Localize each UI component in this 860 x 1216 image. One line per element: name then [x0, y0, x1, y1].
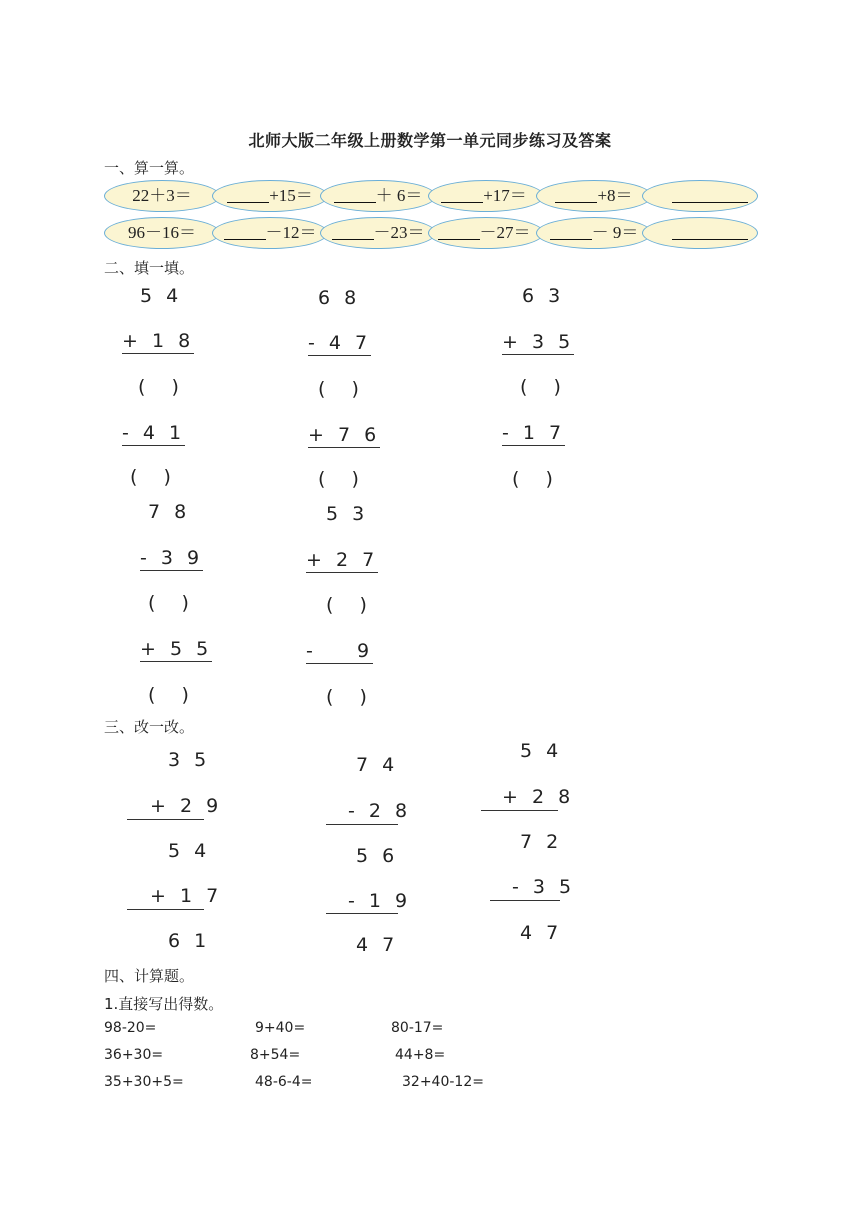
- fix-3-r1: 7 2: [520, 831, 563, 853]
- calc-item: 9+40=: [255, 1020, 306, 1036]
- fill-3-blank1[interactable]: ( ): [520, 376, 571, 398]
- fill-4-start: 7 8: [148, 501, 191, 523]
- calc-item: 8+54=: [250, 1047, 301, 1063]
- chain1-start: 22＋3＝: [132, 186, 192, 205]
- fix-3-op2: - 3 5: [512, 876, 576, 898]
- fill-1-start: 5 4: [140, 285, 183, 307]
- section4-heading: 四、计算题。: [104, 967, 195, 985]
- section4-sub1: 1.直接写出得数。: [104, 995, 224, 1013]
- fill-5-op1: + 2 7: [306, 549, 379, 571]
- chain1-step-3[interactable]: +17＝: [434, 180, 534, 212]
- fix-1-op2: + 1 7: [150, 885, 223, 907]
- calc-item: 44+8=: [395, 1047, 446, 1063]
- section3-heading: 三、改一改。: [104, 718, 195, 736]
- fix-2-a: 7 4: [356, 754, 399, 776]
- fix-3-r2: 4 7: [520, 922, 563, 944]
- fix-2-line1: [326, 824, 398, 825]
- equation-chain-1: [104, 180, 758, 214]
- fill-2-start: 6 8: [318, 287, 361, 309]
- fill-4-op2: + 5 5: [140, 638, 213, 660]
- fix-3-op1: + 2 8: [502, 786, 575, 808]
- fix-2-r1: 5 6: [356, 845, 399, 867]
- fill-3-op2: - 1 7: [502, 422, 566, 444]
- chain2-step-1[interactable]: －12＝: [220, 217, 320, 249]
- fill-4-blank2[interactable]: ( ): [148, 684, 199, 706]
- fill-3-blank2[interactable]: ( ): [512, 468, 563, 490]
- fill-2-blank1[interactable]: ( ): [318, 378, 369, 400]
- fill-1-blank2[interactable]: ( ): [130, 466, 181, 488]
- fill-1-op2: - 4 1: [122, 422, 186, 444]
- chain1-answer[interactable]: [660, 180, 760, 212]
- fix-1-a: 3 5: [168, 749, 211, 771]
- calc-item: 32+40-12=: [402, 1074, 484, 1090]
- fix-1-r1: 5 4: [168, 840, 211, 862]
- fix-1-op1: + 2 9: [150, 795, 223, 817]
- chain1-step-2[interactable]: ＋ 6＝: [328, 180, 428, 212]
- fix-1-line1: [127, 819, 204, 820]
- fix-1-line2: [127, 909, 204, 910]
- chain1-step-4[interactable]: +8＝: [544, 180, 644, 212]
- fill-5-start: 5 3: [326, 503, 369, 525]
- calc-item: 48-6-4=: [255, 1074, 313, 1090]
- fix-2-op1: - 2 8: [348, 800, 412, 822]
- fix-2-line2: [326, 913, 398, 914]
- fill-2-blank2[interactable]: ( ): [318, 468, 369, 490]
- fill-4-blank1[interactable]: ( ): [148, 592, 199, 614]
- calc-item: 35+30+5=: [104, 1074, 184, 1090]
- fill-4-op1: - 3 9: [140, 547, 204, 569]
- calc-item: 98-20=: [104, 1020, 157, 1036]
- fill-5-blank1[interactable]: ( ): [326, 594, 377, 616]
- chain2-answer[interactable]: [660, 217, 760, 249]
- chain2-start: 96－16＝: [128, 223, 196, 242]
- fill-5-op2: - 9: [306, 640, 374, 662]
- fill-1-op1: + 1 8: [122, 330, 195, 352]
- fix-1-r2: 6 1: [168, 930, 211, 952]
- page-title: 北师大版二年级上册数学第一单元同步练习及答案: [248, 131, 612, 150]
- fix-2-op2: - 1 9: [348, 890, 412, 912]
- fix-3-a: 5 4: [520, 740, 563, 762]
- fill-2-op1: - 4 7: [308, 332, 372, 354]
- equation-chain-2: [104, 217, 758, 251]
- chain2-step-4[interactable]: － 9＝: [544, 217, 644, 249]
- fix-3-line2: [490, 900, 560, 901]
- fill-5-blank2[interactable]: ( ): [326, 686, 377, 708]
- calc-item: 80-17=: [391, 1020, 444, 1036]
- fix-3-line1: [481, 810, 558, 811]
- section2-heading: 二、填一填。: [104, 259, 195, 277]
- chain2-step-3[interactable]: －27＝: [434, 217, 534, 249]
- calc-item: 36+30=: [104, 1047, 164, 1063]
- fill-3-start: 6 3: [522, 285, 565, 307]
- fix-2-r2: 4 7: [356, 934, 399, 956]
- chain1-step-1[interactable]: +15＝: [220, 180, 320, 212]
- fill-1-blank1[interactable]: ( ): [138, 376, 189, 398]
- chain2-step-2[interactable]: －23＝: [328, 217, 428, 249]
- section1-heading: 一、算一算。: [104, 159, 195, 177]
- fill-2-op2: + 7 6: [308, 424, 381, 446]
- fill-3-op1: + 3 5: [502, 331, 575, 353]
